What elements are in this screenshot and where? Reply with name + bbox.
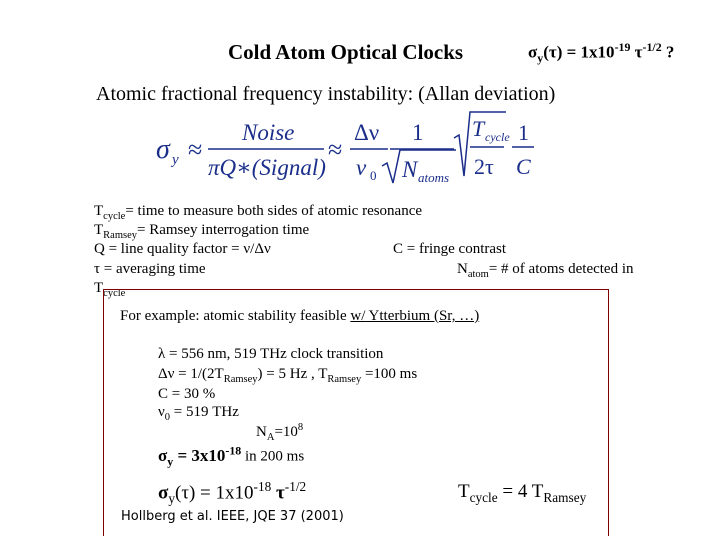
- formula-tcycle: T: [472, 116, 485, 141]
- example-lead: For example: atomic stability feasible w/ Ytterbium (Sr, …): [120, 308, 480, 324]
- formula-one-a: 1: [412, 120, 424, 145]
- citation: Hollberg et al. IEEE, JQE 37 (2001): [121, 509, 344, 524]
- example-contrast: C = 30 %: [158, 386, 216, 402]
- def-tau: τ = averaging time: [94, 261, 206, 277]
- subtitle: Atomic fractional frequency instability: (Allan deviation): [96, 83, 556, 105]
- example-dnu: $\Delta\nu = 1/(2T_{Ramsey}) = 5$ Hz , $T_{Ramsey} =100$ ms: [158, 366, 418, 385]
- example-na: $N_A=10^8$: [256, 422, 304, 443]
- def-natom: $N_{atom}=$ # of atoms detected in: [457, 261, 634, 280]
- formula-sigma: σ: [156, 134, 170, 165]
- formula-approx-2: ≈: [328, 135, 343, 164]
- formula-signal: πQ∗(Signal): [208, 155, 326, 180]
- formula-one-b: 1: [518, 120, 529, 145]
- formula-noise: Noise: [242, 120, 295, 145]
- allan-formula: [150, 108, 570, 190]
- stability-target: $\sigma_y(\tau) = 1x10^{-19}$ $\tau^{-1/2}$ ?: [528, 40, 675, 66]
- formula-nu0: ν: [356, 155, 367, 180]
- page-title: Cold Atom Optical Clocks: [228, 40, 464, 64]
- example-sigma-y: $\sigma_y = 3x10^{-18}$ in 200 ms: [158, 443, 305, 469]
- def-tramsey: $T_{Ramsey}=$ Ramsey interrogation time: [94, 222, 310, 241]
- formula-n-sub: atoms: [418, 170, 450, 185]
- example-lambda: λ = 556 nm, 519 THz clock transition: [158, 346, 384, 362]
- formula-n: N: [402, 157, 418, 182]
- formula-dnu: Δν: [354, 120, 380, 145]
- example-nu0: $\nu_0 = 519$ THz: [158, 404, 239, 423]
- example-final-stability: $\sigma_y(\tau) = 1x10^{-18}$ $\tau^{-1/2}$: [158, 479, 307, 507]
- formula-2tau: 2τ: [474, 154, 494, 179]
- formula-nu0-sub: 0: [370, 168, 377, 183]
- def-tcycle: $T_{cycle}=$ time to measure both sides of atomic resonance: [94, 203, 423, 222]
- formula-c: C: [516, 154, 531, 179]
- def-q: Q = line quality factor = ν/Δν: [94, 241, 271, 257]
- formula-sigma-sub: y: [172, 152, 179, 168]
- formula-approx-1: ≈: [188, 135, 203, 164]
- example-tcycle-relation: $T_{cycle} = 4$ $T_{Ramsey}$: [458, 481, 587, 505]
- formula-tcycle-sub: cycle: [485, 130, 510, 144]
- def-tcycle-cont: $T_{cycle}$: [94, 280, 126, 299]
- def-c: C = fringe contrast: [393, 241, 507, 257]
